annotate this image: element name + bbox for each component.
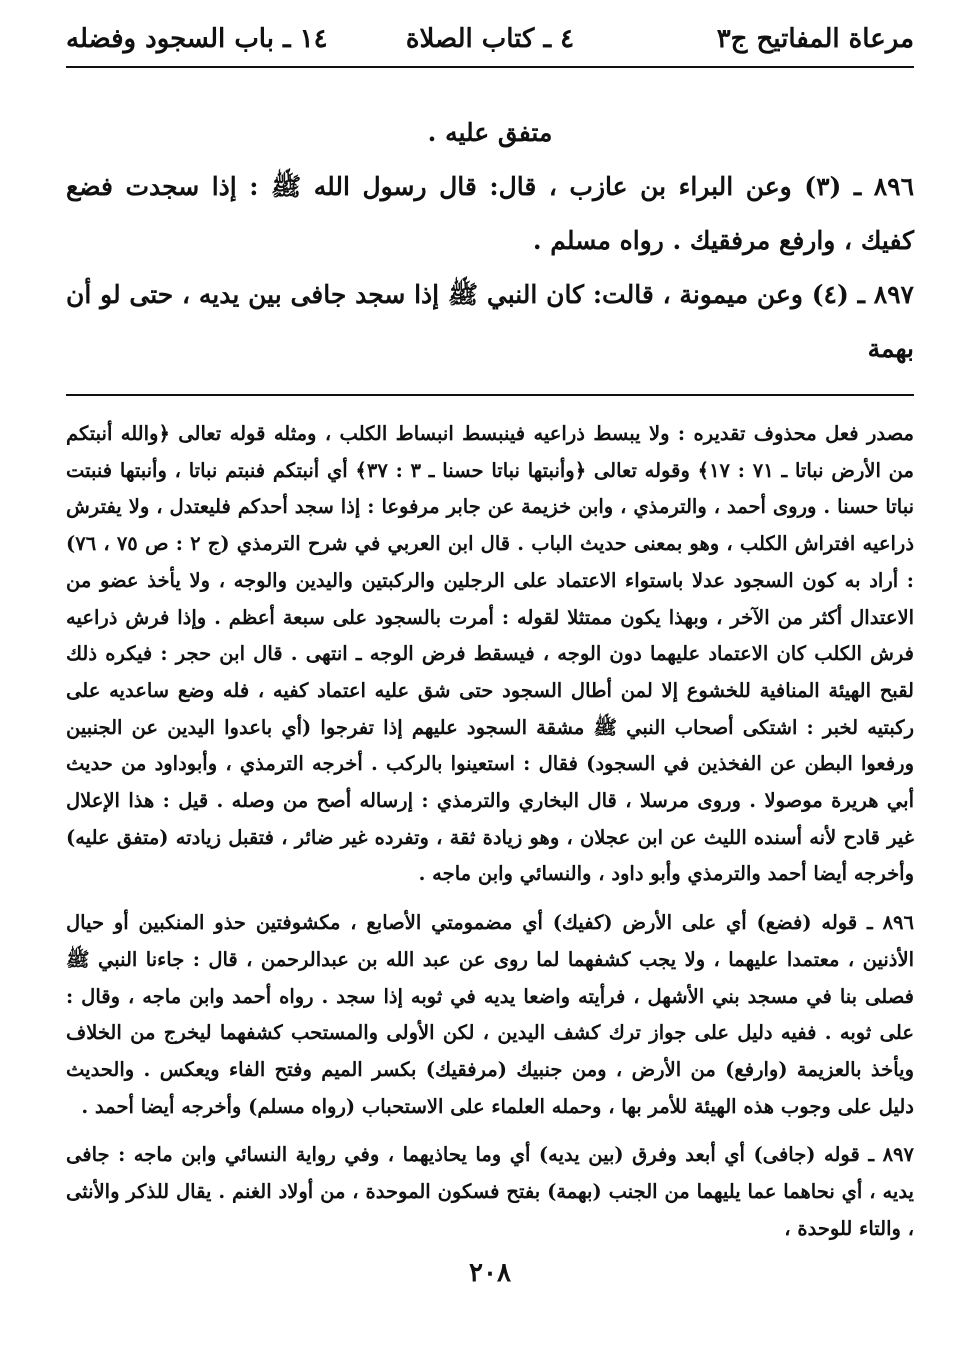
footnote-divider <box>66 394 914 396</box>
hadith-896: ٨٩٦ ـ (٣) وعن البراء بن عازب ، قال: قال رسول الله ﷺ : إذا سجدت فضع كفيك ، وارفع مرفقيك . رواه مسلم . <box>66 172 915 255</box>
main-text <box>66 106 914 376</box>
commentary-paragraph-897: ٨٩٧ ـ قوله (جافى) أي أبعد وفرق (بين يديه) أي وما يحاذيهما ، وفي رواية النسائي وابن ماجه : جافى يديه ، أي نحاهما عما يليهما من الجنب (بهمة) بفتح فسكون الموحدة ، من أولاد الغنم . يقال للذكر والأنثى ، والتاء للوحدة ، <box>66 1143 914 1240</box>
agreed-note: متفق عليه . <box>427 118 553 147</box>
commentary <box>66 416 914 1247</box>
book-volume-title: مرعاة المفاتيح ج٣ <box>716 24 914 54</box>
book-chapter-title: ٤ ـ كتاب الصلاة <box>405 24 575 54</box>
section-title: ١٤ ـ باب السجود وفضله <box>66 24 328 54</box>
page-header <box>66 10 914 68</box>
commentary-paragraph-896: ٨٩٦ ـ قوله (فضع) أي على الأرض (كفيك) أي مضمومتي الأصابع ، مكشوفتين حذو المنكبين أو حيال الأذنين ، معتمدا عليهما ، ولا يجب كشفهما لما روى عن عبد الله بن عبدالرحمن ، قال : جاءنا النبي ﷺ فصلى بنا في مسجد بني الأشهل ، فرأيته واضعا يديه في ثوبه إذا سجد . رواه أحمد وابن ماجه ، وقال : على ثوبه . ففيه دليل على جواز ترك كشف اليدين ، لكن الأولى والمستحب كشفهما ليخرج من الخلاف ويأخذ بالعزيمة (وارفع) من الأرض ، ومن جنبيك (مرفقيك) بكسر الميم وفتح الفاء ويعكس . والحديث دليل على وجوب هذه الهيئة للأمر بها ، وحمله العلماء على الاستحباب (رواه مسلم) وأخرجه أيضا أحمد . <box>66 911 914 1118</box>
page-number: ٢٠٨ <box>469 1258 511 1288</box>
commentary-paragraph-1: مصدر فعل محذوف تقديره : ولا يبسط ذراعيه فينبسط انبساط الكلب ، ومثله قوله تعالى ﴿والله أنبتكم من الأرض نباتا ـ ٧١ : ١٧﴾ وقوله تعالى ﴿وأنبتها نباتا حسنا ـ ٣ : ٣٧﴾ أي أنبتكم فنبتم نباتا ، وأنبتها فنبتت نباتا حسنا . وروى أحمد ، والترمذي ، وابن خزيمة عن جابر مرفوعا : إذا سجد أحدكم فليعتدل ، ولا يفترش ذراعيه افتراش الكلب ، وهو بمعنى حديث الباب . قال ابن العربي في شرح الترمذي (ج ٢ : ص ٧٥ ، ٧٦) : أراد به كون السجود عدلا باستواء الاعتماد على الرجلين والركبتين واليدين والوجه ، ولا يأخذ عضو من الاعتدال أكثر من الآخر ، وبهذا يكون ممتثلا لقوله : أمرت بالسجود على سبعة أعظم . وإذا فرش ذراعيه فرش الكلب كان الاعتماد عليهما دون الوجه ، فيسقط فرض الوجه ـ انتهى . قال ابن حجر : فيكره ذلك لقبح الهيئة المنافية للخشوع إلا لمن أطال السجود حتى شق عليه اعتماد كفيه ، فله وضع ساعديه على ركبتيه لخبر : اشتكى أصحاب النبي ﷺ مشقة السجود عليهم إذا تفرجوا (أي باعدوا اليدين عن الجنبين ورفعوا البطن عن الفخذين في السجود) فقال : استعينوا بالركب . أخرجه الترمذي ، وأبوداود من حديث أبي هريرة موصولا . وروى مرسلا ، قال البخاري والترمذي : إرساله أصح من وصله . قيل : هذا الإعلال غير قادح لأنه أسنده الليث عن ابن عجلان ، وهو زيادة ثقة ، وتفرده غير ضائر ، فتقبل زيادته (متفق عليه) وأخرجه أيضا أحمد والترمذي وأبو داود ، والنسائي وابن ماجه . <box>66 422 914 886</box>
hadith-897: ٨٩٧ ـ (٤) وعن ميمونة ، قالت: كان النبي ﷺ إذا سجد جافى بين يديه ، حتى لو أن بهمة <box>66 280 914 363</box>
